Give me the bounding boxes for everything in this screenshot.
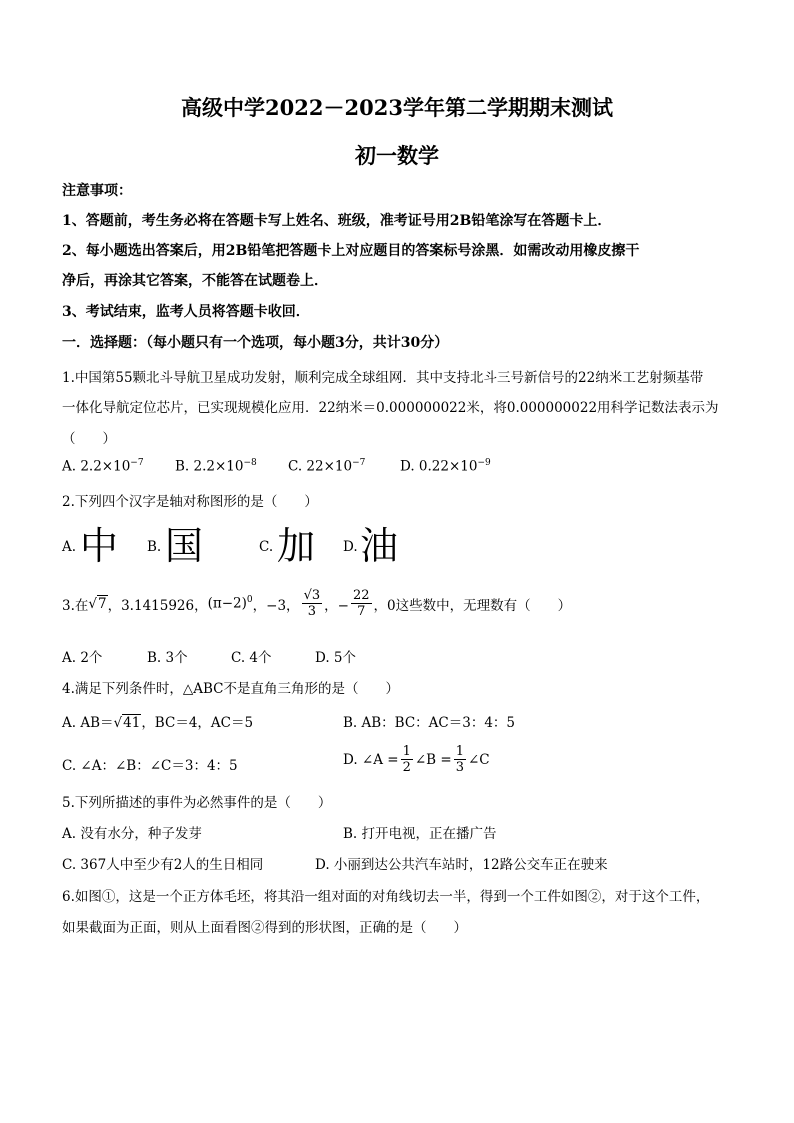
q1-option-c: C. $22\times 10^{-7}$ bbox=[288, 458, 366, 475]
q5-option-c: C. 367人中至少有2人的生日相同 bbox=[62, 857, 264, 873]
q2-option-d-label: D. bbox=[343, 539, 358, 555]
q3-option-d: D. 5个 bbox=[315, 650, 357, 666]
q1-option-d: D. $0.22\times 10^{-9}$ bbox=[400, 458, 491, 475]
q2-option-d-char: 油 bbox=[360, 524, 399, 568]
q5-option-d: D. 小丽到达公共汽车站时，12路公交车正在驶来 bbox=[315, 857, 608, 873]
q2-option-b-label: B. bbox=[147, 539, 162, 555]
exam-title: 高级中学2022－2023学年第二学期期末测试 bbox=[181, 95, 613, 120]
note-item-2-line2: 净后，再涂其它答案，不能答在试题卷上． bbox=[62, 273, 328, 289]
q1-line1: 1.中国第55颗北斗导航卫星成功发射，顺利完成全球组网．其中支持北斗三号新信号的22纳米工艺射频基带 bbox=[62, 370, 704, 386]
sqrt-symbol: √7 bbox=[88, 595, 107, 612]
fraction-sqrt3-over-3: $\frac{√3}{3}$ bbox=[303, 588, 321, 619]
q1-option-b: B. $2.2\times 10^{-8}$ bbox=[175, 458, 257, 475]
q4-stem: 4.满足下列条件时，△ABC不是直角三角形的是（ ） bbox=[62, 681, 400, 697]
q2-option-a-label: A. bbox=[62, 539, 77, 555]
fraction-22-over-7: $\frac{22}{7}$ bbox=[352, 588, 370, 619]
q2-stem: 2.下列四个汉字是轴对称图形的是（ ） bbox=[62, 494, 318, 510]
q5-stem: 5.下列所描述的事件为必然事件的是（ ） bbox=[62, 795, 332, 811]
q3-option-b: B. 3个 bbox=[147, 650, 188, 666]
q4-option-c: C. ∠A：∠B：∠C＝3：4：5 bbox=[62, 758, 238, 774]
q6-line2: 如果截面为正面，则从上面看图②得到的形状图，正确的是（ ） bbox=[62, 920, 467, 936]
q3-option-a: A. 2个 bbox=[62, 650, 103, 666]
q5-option-b: B. 打开电视，正在播广告 bbox=[343, 826, 497, 842]
q3-option-c: C. 4个 bbox=[231, 650, 272, 666]
q1-line3: （ ） bbox=[62, 431, 116, 447]
q2-option-a-char: 中 bbox=[80, 524, 119, 568]
q3-stem: 3.在 √7 ，3.1415926， $(\pi-2)^0$ ，−3， $\frac{√3}{3}$ ，− $\frac{22}{7}$ ，0这些数中，无理数有（ ） bbox=[62, 588, 572, 619]
q2-option-c-label: C. bbox=[259, 539, 274, 555]
note-item-3: 3、考试结束，监考人员将答题卡收回． bbox=[62, 304, 310, 320]
q1-line2: 一体化导航定位芯片，已实现规模化应用．22纳米＝0.000000022米，将0.000000022用科学记数法表示为 bbox=[62, 400, 719, 416]
section-heading: 一．选择题：（每小题只有一个选项，每小题3分，共计30分） bbox=[62, 335, 449, 351]
exam-subtitle: 初一数学 bbox=[355, 143, 439, 168]
q4-option-a: A. AB＝√41，BC＝4，AC＝5 bbox=[62, 715, 254, 731]
q4-option-d: D. ∠A = $\frac{1}{2}$ ∠B = $\frac{1}{3}$ ∠C bbox=[343, 744, 490, 775]
q6-line1: 6.如图①，这是一个正方体毛坯，将其沿一组对面的对角线切去一半，得到一个工件如图②，对于这个工件， bbox=[62, 889, 710, 905]
note-item-2-line1: 2、每小题选出答案后，用2B铅笔把答题卡上对应题目的答案标号涂黑．如需改动用橡皮擦干 bbox=[62, 243, 640, 259]
q5-option-a: A. 没有水分，种子发芽 bbox=[62, 826, 202, 842]
note-item-1: 1、答题前，考生务必将在答题卡写上姓名、班级，准考证号用2B铅笔涂写在答题卡上． bbox=[62, 213, 612, 229]
notes-heading: 注意事项： bbox=[62, 183, 132, 199]
q1-option-a: A. $2.2\times 10^{-7}$ bbox=[62, 458, 144, 475]
q2-option-c-char: 加 bbox=[277, 524, 316, 568]
q2-option-b-char: 国 bbox=[165, 524, 204, 568]
q4-option-b: B. AB：BC：AC＝3：4：5 bbox=[343, 715, 516, 731]
